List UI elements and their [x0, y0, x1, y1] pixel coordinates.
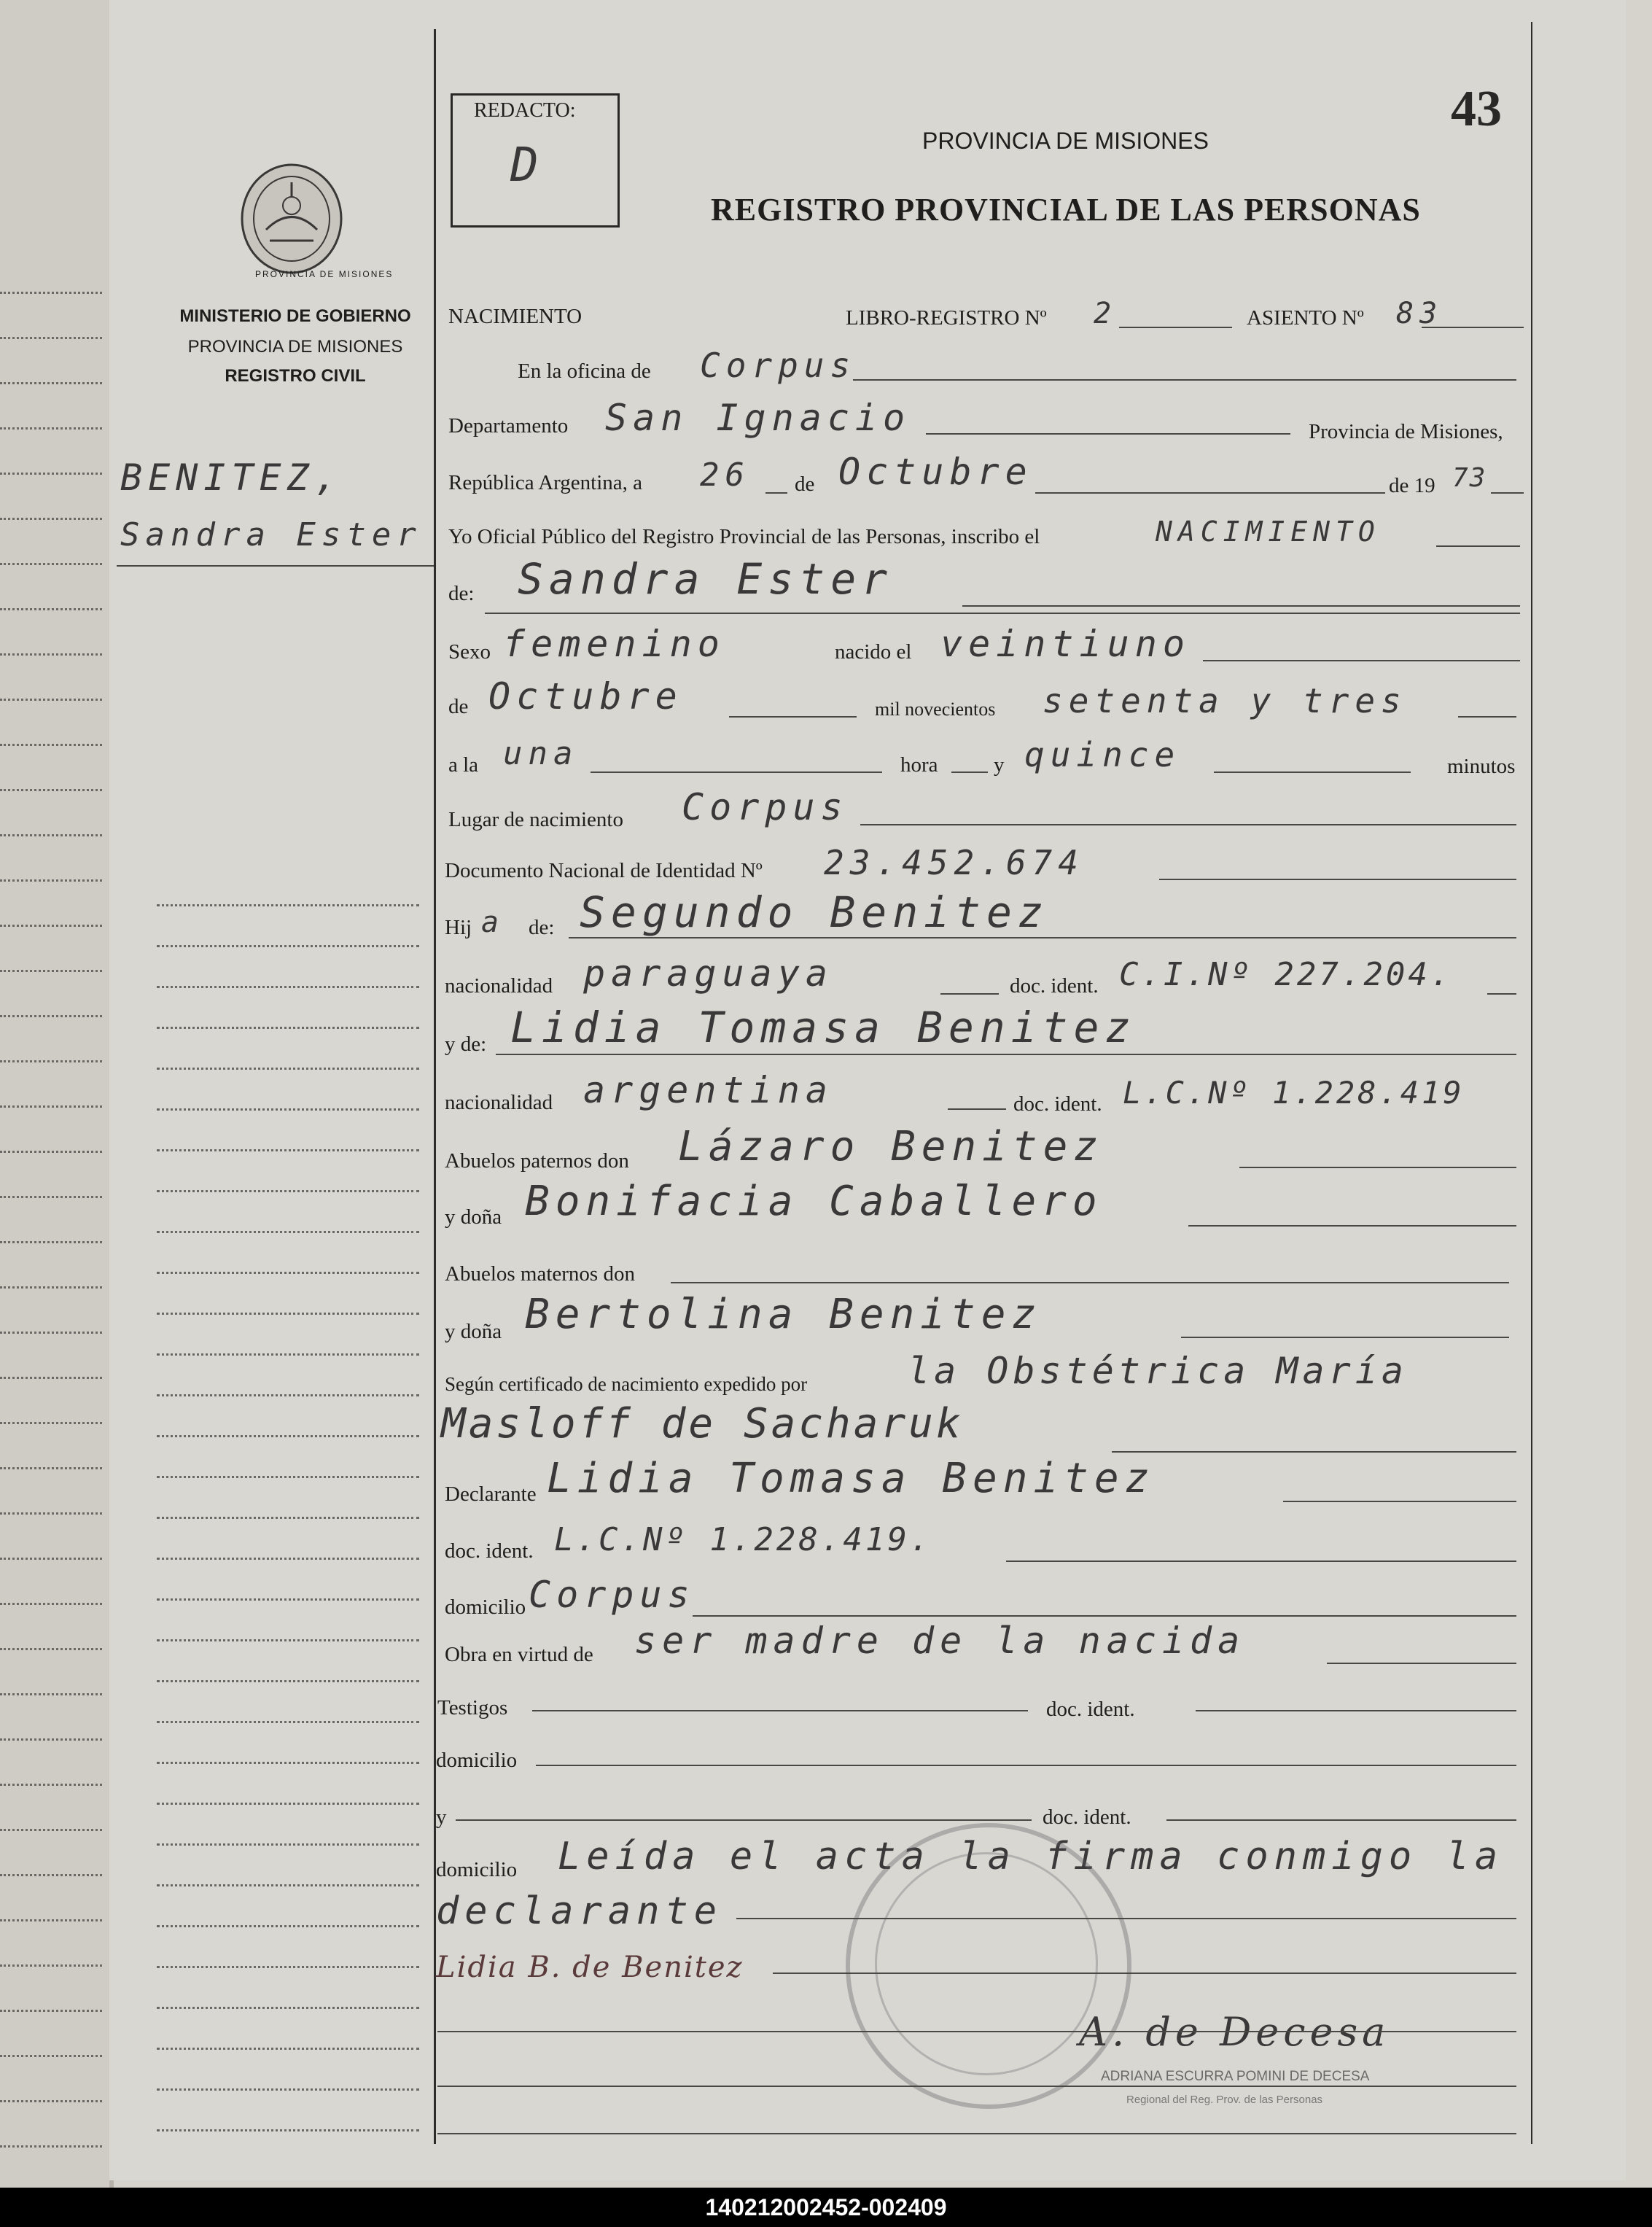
field-underline: [1214, 772, 1411, 773]
hija-suffix: a: [481, 906, 499, 939]
mes2-value: Octubre: [488, 675, 683, 718]
left-page-dotted-line: [0, 292, 102, 294]
field-underline: [437, 2086, 1516, 2087]
margin-dotted-line: [157, 2088, 419, 2091]
ministry-line1: MINISTERIO DE GOBIERNO: [179, 306, 411, 326]
left-page-dotted-line: [0, 744, 102, 746]
field-underline: [1119, 327, 1232, 328]
yde-label: y de:: [445, 1033, 487, 1056]
left-page-dotted-line: [0, 789, 102, 791]
left-page-dotted-line: [0, 970, 102, 972]
nacido-value: veintiuno: [940, 623, 1191, 665]
docdecl-value: L.C.Nº 1.228.419.: [554, 1521, 932, 1558]
abm-label: Abuelos maternos don: [445, 1262, 635, 1286]
margin-dotted-line: [157, 1762, 419, 1764]
nombre-value: Sandra Ester: [518, 554, 894, 604]
margin-dotted-line: [157, 1925, 419, 1927]
left-page-dotted-line: [0, 1196, 102, 1198]
margin-dotted-line: [157, 1394, 419, 1396]
field-underline: [1436, 545, 1520, 547]
left-page-dotted-line: [0, 1015, 102, 1017]
margin-dotted-line: [157, 986, 419, 988]
left-page-dotted-line: [0, 1784, 102, 1786]
segun-value: la Obstétrica María: [908, 1350, 1408, 1392]
field-underline: [1035, 492, 1385, 494]
left-page-dotted-line: [0, 473, 102, 475]
margin-dotted-line: [157, 1639, 419, 1641]
ala-label: a la: [448, 753, 479, 777]
hora-label: hora: [900, 753, 938, 777]
lugar-label: Lugar de nacimiento: [448, 808, 623, 831]
abm2-value: Bertolina Benitez: [525, 1291, 1043, 1338]
ministry-line3: REGISTRO CIVIL: [225, 366, 366, 386]
record-type-label: NACIMIENTO: [448, 305, 583, 328]
left-page-dotted-line: [0, 1151, 102, 1153]
left-page-dotted-line: [0, 427, 102, 430]
left-page-dotted-line: [0, 1829, 102, 1831]
nac2-label: nacionalidad: [445, 1091, 553, 1114]
field-underline: [940, 993, 999, 995]
hora-value: una: [503, 735, 579, 772]
margin-surname: BENITEZ,: [120, 456, 343, 499]
official-signature: A. de Decesa: [1079, 2009, 1390, 2055]
oficina-value: Corpus: [700, 346, 857, 385]
margin-dotted-line: [157, 945, 419, 947]
field-underline: [729, 716, 857, 718]
left-page-dotted-line: [0, 1377, 102, 1379]
padre-value: Segundo Benitez: [580, 887, 1049, 937]
margin-dotted-line: [157, 1884, 419, 1886]
margin-dotted-line: [157, 1558, 419, 1560]
left-page-dotted-line: [0, 653, 102, 656]
margin-dotted-line: [157, 1190, 419, 1192]
vertical-rule-right: [1531, 22, 1532, 2144]
margin-dotted-line: [157, 1108, 419, 1111]
official-round-stamp-inner: [875, 1852, 1098, 2075]
leida-value: Leída el acta la firma conmigo la: [558, 1835, 1504, 1878]
madre-value: Lidia Tomasa Benitez: [510, 1003, 1137, 1052]
mes-value: Octubre: [838, 451, 1033, 493]
nac1-label: nacionalidad: [445, 974, 553, 998]
departamento-value: San Ignacio: [605, 397, 911, 439]
left-page-dotted-line: [0, 1874, 102, 1876]
left-page-dotted-line: [0, 1241, 102, 1243]
hija-label: Hij: [445, 916, 472, 939]
ydoc-label: doc. ident.: [1043, 1806, 1131, 1829]
field-underline: [926, 433, 1290, 435]
margin-dotted-line: [157, 1068, 419, 1070]
field-underline: [1196, 1710, 1516, 1711]
left-page-dotted-line: [0, 879, 102, 882]
asiento-value: 83: [1396, 297, 1443, 330]
margin-dotted-line: [157, 1149, 419, 1151]
margin-dotted-line: [157, 1313, 419, 1315]
field-underline: [693, 1615, 1516, 1617]
left-page-dotted-line: [0, 1422, 102, 1424]
doc1-label: doc. ident.: [1010, 974, 1099, 998]
margin-dotted-line: [157, 2048, 419, 2050]
field-underline: [1112, 1451, 1516, 1453]
left-page-dotted-line: [0, 1060, 102, 1062]
ministry-line2: PROVINCIA DE MISIONES: [187, 337, 403, 357]
margin-dotted-line: [157, 1353, 419, 1356]
ydona1-label: y doña: [445, 1205, 502, 1229]
field-underline: [853, 379, 1516, 381]
y-label: y: [994, 753, 1005, 777]
margin-dotted-line: [157, 1721, 419, 1723]
field-underline: [1006, 1561, 1516, 1562]
field-underline: [1188, 1225, 1516, 1227]
field-underline: [1458, 716, 1516, 718]
testdoc-label: doc. ident.: [1046, 1698, 1135, 1721]
left-page-dotted-line: [0, 1919, 102, 1921]
departamento-label: Departamento: [448, 414, 569, 438]
left-page-dotted-line: [0, 608, 102, 610]
segun-value2: Masloff de Sacharuk: [441, 1400, 964, 1447]
footer-id: 140212002452-002409: [0, 2188, 1652, 2227]
field-underline: [485, 613, 1520, 614]
abp-label: Abuelos paternos don: [445, 1149, 629, 1173]
redacto-label: REDACTO:: [474, 99, 576, 122]
doc1-value: C.I.Nº 227.204.: [1119, 956, 1453, 993]
field-underline: [569, 937, 1516, 938]
left-page-dotted-line: [0, 1603, 102, 1605]
left-page-dotted-line: [0, 1648, 102, 1650]
doc2-value: L.C.Nº 1.228.419: [1123, 1075, 1465, 1111]
left-page-dotted-line: [0, 2055, 102, 2057]
margin-dotted-line: [157, 2007, 419, 2009]
de3-label: de: [448, 695, 469, 718]
leida-value2: declarante: [436, 1889, 723, 1933]
field-underline: [1239, 1167, 1516, 1168]
margin-dotted-line: [157, 1517, 419, 1519]
declarant-signature: Lidia B. de Benitez: [436, 1951, 744, 1984]
redacto-value: D: [510, 139, 545, 193]
field-underline: [437, 2133, 1516, 2134]
page-number: 43: [1451, 81, 1502, 137]
domicilio-label: domicilio: [445, 1596, 526, 1619]
field-underline: [1422, 327, 1524, 328]
testigos-label: Testigos: [437, 1696, 508, 1719]
anio-text-value: setenta y tres: [1043, 681, 1407, 720]
left-page-dotted-line: [0, 1286, 102, 1289]
yo-label: Yo Oficial Público del Registro Provincial de las Personas, inscribo el: [448, 525, 1040, 548]
left-page-dotted-line: [0, 518, 102, 520]
domicilio3-label: domicilio: [436, 1858, 518, 1881]
margin-dotted-line: [157, 2129, 419, 2131]
anio-label: de 19: [1389, 474, 1435, 497]
field-underline: [1159, 879, 1516, 880]
official-stamp-title: Regional del Reg. Prov. de las Personas: [1126, 2094, 1323, 2106]
field-underline: [1166, 1819, 1516, 1821]
minutos-label: minutos: [1447, 755, 1516, 778]
declarante-label: Declarante: [445, 1482, 537, 1506]
margin-dotted-line: [157, 1843, 419, 1846]
libro-value: 2: [1094, 297, 1118, 330]
domicilio-value: Corpus: [529, 1574, 696, 1616]
field-underline: [532, 1710, 1028, 1711]
mil-label: mil novecientos: [875, 699, 996, 720]
nac1-value: paraguaya: [583, 952, 833, 995]
yo-value: NACIMIENTO: [1156, 516, 1381, 548]
margin-dotted-line: [157, 1803, 419, 1805]
header-registry: REGISTRO PROVINCIAL DE LAS PERSONAS: [711, 192, 1421, 228]
margin-dotted-line: [157, 1231, 419, 1233]
minutos-value: quince: [1024, 735, 1181, 774]
anio-value: 73: [1452, 463, 1487, 493]
margin-dotted-line: [157, 1680, 419, 1682]
nac2-value: argentina: [583, 1069, 833, 1111]
left-page-dotted-line: [0, 2100, 102, 2102]
domicilio2-label: domicilio: [436, 1749, 518, 1772]
official-stamp-name: ADRIANA ESCURRA POMINI DE DECESA: [1101, 2069, 1370, 2084]
de2-label: de:: [448, 582, 475, 605]
obra-value: ser madre de la nacida: [634, 1620, 1246, 1662]
margin-given-name: Sandra Ester: [120, 516, 422, 553]
left-page-dotted-line: [0, 337, 102, 339]
dni-value: 23.452.674: [824, 843, 1084, 882]
coat-of-arms-seal: [237, 160, 346, 277]
hija-de-label: de:: [529, 916, 555, 939]
field-underline: [1181, 1337, 1509, 1338]
libro-label: LIBRO-REGISTRO Nº: [846, 306, 1047, 330]
left-page-dotted-line: [0, 563, 102, 565]
docdecl-label: doc. ident.: [445, 1539, 534, 1563]
margin-dotted-line: [157, 1027, 419, 1029]
provincia-label: Provincia de Misiones,: [1309, 420, 1503, 443]
left-page-dotted-line: [0, 1512, 102, 1515]
left-page-dotted-line: [0, 699, 102, 701]
left-page-dotted-line: [0, 2145, 102, 2148]
left-page-dotted-line: [0, 834, 102, 836]
field-underline: [765, 492, 787, 494]
seal-caption: PROVINCIA DE MISIONES: [255, 269, 394, 279]
doc2-label: doc. ident.: [1013, 1092, 1102, 1116]
field-underline: [496, 1054, 1516, 1055]
de-label: de: [795, 473, 815, 496]
field-underline: [962, 605, 1520, 607]
field-underline: [1203, 660, 1520, 661]
field-underline: [437, 2031, 1516, 2032]
field-underline: [1283, 1501, 1516, 1502]
margin-dotted-line: [157, 1435, 419, 1437]
oficina-label: En la oficina de: [518, 359, 651, 383]
left-page-dotted-line: [0, 925, 102, 927]
sexo-label: Sexo: [448, 640, 491, 664]
field-underline: [1487, 993, 1516, 995]
margin-dotted-line: [157, 1966, 419, 1968]
margin-name-underline: [117, 565, 434, 567]
lugar-value: Corpus: [682, 786, 849, 828]
abp2-value: Bonifacia Caballero: [525, 1178, 1103, 1225]
left-page-dotted-line: [0, 1964, 102, 1967]
left-page-dotted-line: [0, 1693, 102, 1695]
segun-label: Según certificado de nacimiento expedido por: [445, 1373, 808, 1395]
field-underline: [536, 1765, 1516, 1766]
sexo-value: femenino: [503, 623, 725, 665]
ydona2-label: y doña: [445, 1320, 502, 1343]
margin-dotted-line: [157, 1272, 419, 1274]
field-underline: [773, 1973, 1516, 1974]
left-page-dotted-line: [0, 1738, 102, 1741]
margin-dotted-line: [157, 1598, 419, 1601]
republica-label: República Argentina, a: [448, 471, 643, 494]
field-underline: [671, 1282, 1509, 1283]
field-underline: [1491, 492, 1524, 494]
header-province: PROVINCIA DE MISIONES: [922, 128, 1209, 154]
left-page-dotted-line: [0, 2010, 102, 2012]
left-page-dotted-line: [0, 1332, 102, 1334]
abp-value: Lázaro Benitez: [678, 1123, 1104, 1170]
field-underline: [1327, 1663, 1516, 1664]
nacido-label: nacido el: [835, 640, 912, 664]
field-underline: [951, 772, 988, 773]
left-page-dotted-line: [0, 1467, 102, 1469]
obra-label: Obra en virtud de: [445, 1643, 593, 1666]
left-page-dotted-line: [0, 382, 102, 384]
field-underline: [860, 824, 1516, 825]
left-page-dotted-line: [0, 1558, 102, 1560]
left-page-dotted-line: [0, 1105, 102, 1108]
field-underline: [591, 772, 882, 773]
dni-label: Documento Nacional de Identidad Nº: [445, 859, 763, 882]
margin-dotted-line: [157, 1476, 419, 1478]
field-underline: [948, 1108, 1006, 1110]
y2-label: y: [436, 1806, 447, 1829]
margin-dotted-line: [157, 904, 419, 906]
left-page-edge: [0, 0, 114, 2188]
field-underline: [736, 1918, 1516, 1919]
dia-value: 26: [700, 456, 750, 494]
asiento-label: ASIENTO Nº: [1247, 306, 1364, 330]
field-underline: [456, 1819, 1032, 1821]
declarante-value: Lidia Tomasa Benitez: [547, 1455, 1156, 1502]
